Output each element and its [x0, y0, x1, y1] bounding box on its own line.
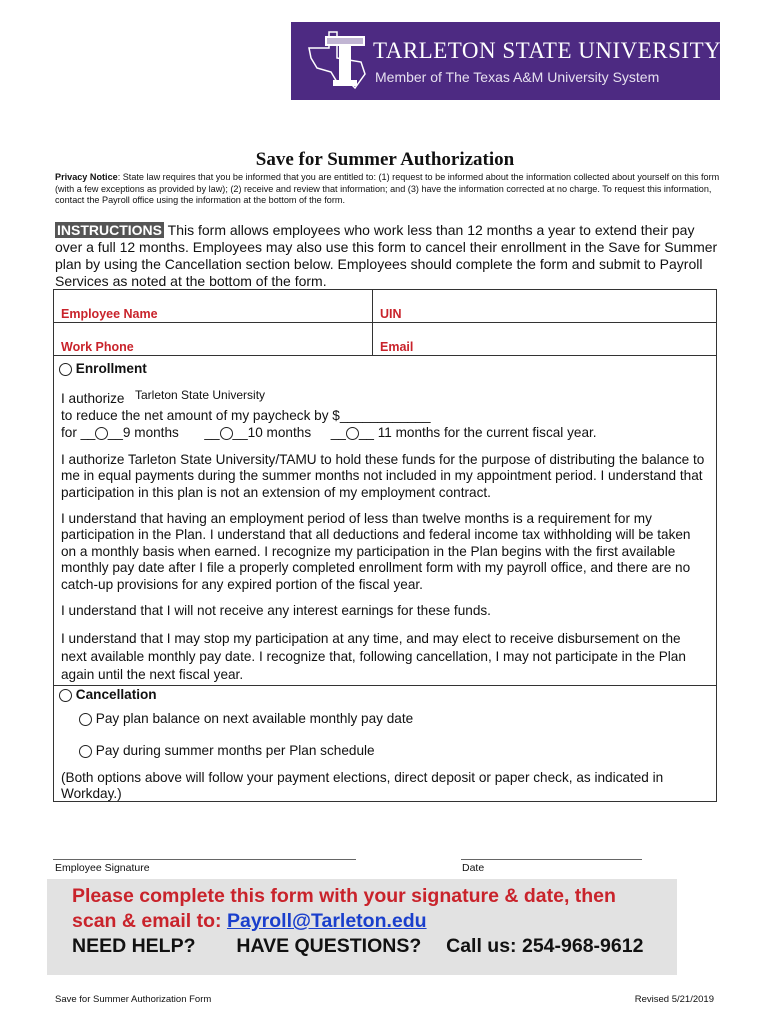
call-text: Call us: 254-968-9612 [446, 935, 644, 957]
tarleton-t-texas-icon [303, 28, 379, 94]
divider [53, 355, 717, 356]
uin-field[interactable]: UIN [380, 307, 402, 321]
reduce-amount-text: to reduce the net amount of my paycheck by $____________ [61, 408, 431, 423]
help-line-1: Please complete this form with your signature & date, then [72, 885, 616, 907]
ten-months-radio[interactable] [220, 427, 233, 440]
page-title: Save for Summer Authorization [255, 149, 515, 170]
need-help-text: NEED HELP? [72, 935, 196, 957]
divider [53, 685, 717, 686]
cancel-option-2-radio[interactable] [79, 745, 92, 758]
cancel-option-1-label: Pay plan balance on next available monthly pay date [95, 711, 414, 726]
help-line-2 [72, 910, 427, 933]
employee-name-field[interactable]: Employee Name [61, 307, 158, 321]
enrollment-paragraph: I authorize Tarleton State University/TAMU to hold these funds for the purpose of distributing the balance to me in equal payments during the summer months not included in my appointment period. I understand that participation in this plan is not an extension of my employment contract. [61, 452, 705, 500]
employee-signature-line[interactable] [53, 859, 356, 860]
work-phone-field[interactable]: Work Phone [61, 340, 134, 354]
eleven-months-radio[interactable] [346, 427, 359, 440]
cancel-option-2-label: Pay during summer months per Plan schedule [95, 743, 375, 758]
nine-months-label: 9 months [122, 425, 179, 440]
cancellation-note: (Both options above will follow your payment elections, direct deposit or paper check, as indicated in Workday.) [61, 770, 664, 802]
enrollment-paragraph: I understand that I may stop my participation at any time, and may elect to receive disbursement on the next available monthly pay date. I recognize that, following cancellation, I may not participate in the Plan again until the next fiscal year. [61, 631, 686, 682]
for-label: for [61, 425, 77, 440]
privacy-notice [55, 172, 720, 207]
enrollment-paragraph: I understand that I will not receive any interest earnings for these funds. [61, 603, 491, 618]
enrollment-heading [59, 361, 147, 377]
instructions-text: This form allows employees who work less than 12 months a year to extend their pay over a full 12 months. Employees may also use this form to cancel their enrollment in the Save for Summer plan by using the Cancellation section below. Employees should complete the form and submit to Payroll Services as noted at the bottom of the form. [55, 222, 718, 289]
enrollment-paragraph: I understand that having an employment period of less than twelve months is a requirement for my participation in the Plan. I understand that all deductions and federal income tax withholding will be taken on a monthly basis when earned. I recognize my participation in the Plan begins with the first available monthly pay date after I file a properly completed enrollment form with my payroll office, and there are no catch-up provisions for any expired portion of the fiscal year. [61, 511, 691, 592]
authorize-prefix: I authorize [61, 391, 125, 406]
cancellation-label: Cancellation [75, 687, 157, 702]
cancellation-radio[interactable] [59, 689, 72, 702]
university-logo [291, 22, 720, 100]
employee-signature-label: Employee Signature [55, 862, 150, 874]
cancellation-heading [59, 687, 157, 703]
payroll-email-link[interactable]: Payroll@Tarleton.edu [226, 910, 427, 932]
help-line-2-prefix: scan & email to: [72, 910, 227, 932]
enrollment-radio[interactable] [59, 363, 72, 376]
cancel-option-2 [79, 743, 375, 759]
privacy-label: Privacy Notice [55, 172, 118, 182]
divider [53, 322, 717, 323]
eleven-months-label: 11 months for the current fiscal year. [377, 425, 597, 440]
help-box [47, 879, 677, 975]
nine-months-radio[interactable] [95, 427, 108, 440]
column-divider [372, 289, 373, 356]
date-label: Date [462, 862, 485, 874]
instructions [55, 222, 720, 290]
footer-revised: Revised 5/21/2019 [634, 994, 714, 1005]
date-line[interactable] [461, 859, 642, 860]
authorize-employer-input[interactable]: Tarleton State University [135, 388, 266, 402]
ten-months-label: 10 months [247, 425, 312, 440]
cancel-option-1 [79, 711, 413, 727]
months-options: for __ __9 months __ __10 months __ __ 11 months for the current fiscal year. [61, 425, 597, 440]
questions-text: HAVE QUESTIONS? [236, 935, 422, 957]
member-text: Member of The Texas A&M University System [375, 69, 660, 85]
footer-form-name: Save for Summer Authorization Form [55, 994, 212, 1005]
cancel-option-1-radio[interactable] [79, 713, 92, 726]
instructions-tag: INSTRUCTIONS [57, 222, 162, 238]
university-name: TARLETON STATE UNIVERSITY [373, 38, 722, 63]
email-field[interactable]: Email [380, 340, 414, 354]
enrollment-label: Enrollment [75, 361, 147, 376]
privacy-text: : State law requires that you be informed that you are entitled to: (1) request to be informed about the information collected about yourself on this form (with a few exceptions as provided by law); (2) receive and review that information; and (3) have the information corrected at no charge. To request this information, contact the Payroll office using the information at the bottom of the form. [55, 172, 720, 206]
help-line-3 [72, 935, 643, 958]
